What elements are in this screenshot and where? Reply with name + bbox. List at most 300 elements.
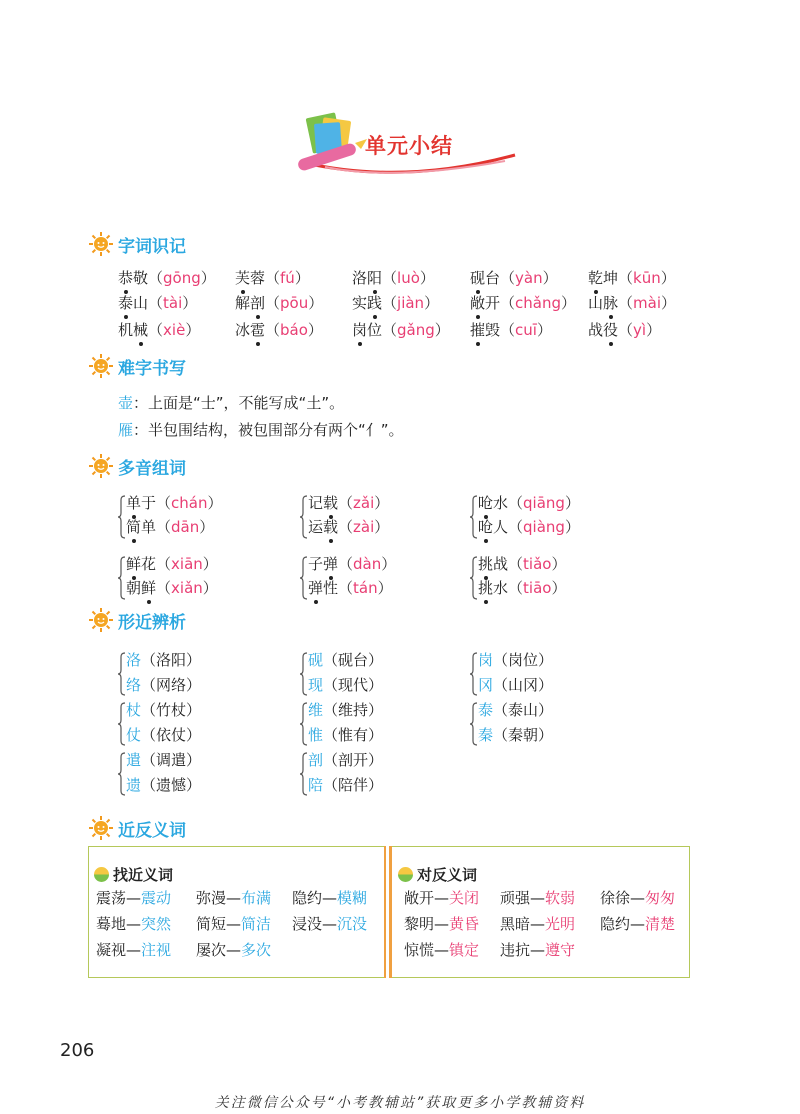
word-entry xyxy=(470,320,552,340)
paren-close: ） xyxy=(660,269,676,287)
word-text: 乾坤 xyxy=(588,269,619,287)
paren-open: （ xyxy=(338,494,354,512)
word-entry xyxy=(308,578,393,598)
example-word: 泰山 xyxy=(508,701,539,719)
paren-open: （ xyxy=(323,776,339,794)
pair-answer: 软弱 xyxy=(545,889,576,907)
pinyin: xiè xyxy=(163,321,186,339)
pair-answer: 关闭 xyxy=(449,889,480,907)
paren-open: （ xyxy=(265,321,281,339)
paren-open: （ xyxy=(493,651,509,669)
similar-char-entry xyxy=(126,650,201,670)
pair-dash: — xyxy=(322,889,338,907)
paren-close: ） xyxy=(661,294,677,312)
box-divider-gap xyxy=(386,846,389,978)
pair-word: 敞开 xyxy=(404,889,435,907)
char: 陪 xyxy=(308,776,324,794)
similar-char-entry xyxy=(126,725,201,745)
pinyin: mài xyxy=(633,294,662,312)
pinyin: tiǎo xyxy=(523,555,552,573)
word-entry xyxy=(118,320,200,340)
paren-open: （ xyxy=(618,321,634,339)
paren-close: ） xyxy=(294,269,310,287)
similar-char-entry xyxy=(478,725,553,745)
pinyin: jiàn xyxy=(397,294,425,312)
paren-open: （ xyxy=(265,294,281,312)
pair-dash: — xyxy=(126,915,142,933)
pair-dash: — xyxy=(434,915,450,933)
emphasis-dot xyxy=(256,342,260,346)
synonyms-header: 找近义词 xyxy=(94,864,173,885)
example-word: 现代 xyxy=(338,676,369,694)
pair-answer: 镇定 xyxy=(449,941,480,959)
footer-note: 关注微信公众号“小考教辅站”获取更多小学教辅资料 xyxy=(214,1095,586,1111)
paren-close: ） xyxy=(564,518,580,536)
section-title: 难字书写 xyxy=(118,358,186,379)
pair-dash: — xyxy=(434,941,450,959)
paren-close: ） xyxy=(536,321,552,339)
pinyin: yì xyxy=(633,321,647,339)
paren-open: （ xyxy=(156,518,172,536)
word-text: 战役 xyxy=(588,321,619,339)
word-pair xyxy=(292,888,367,908)
paren-close: ） xyxy=(202,555,218,573)
pinyin: xiǎn xyxy=(171,579,203,597)
example-word: 惟有 xyxy=(338,726,369,744)
paren-open: （ xyxy=(156,494,172,512)
paren-open: （ xyxy=(156,555,172,573)
word-entry xyxy=(126,554,218,574)
word-entry xyxy=(478,517,580,537)
paren-open: （ xyxy=(508,494,524,512)
example-word: 山冈 xyxy=(508,676,539,694)
char: 杖 xyxy=(126,701,142,719)
pinyin: tài xyxy=(163,294,183,312)
char: 岗 xyxy=(478,651,494,669)
similar-char-entry xyxy=(308,725,383,745)
word-entry xyxy=(478,493,580,513)
paren-close: ） xyxy=(200,269,216,287)
char: 剖 xyxy=(308,751,324,769)
emphasis-dot xyxy=(124,315,128,319)
word-pair xyxy=(500,914,575,934)
paren-close: ） xyxy=(551,579,567,597)
pair-dash: — xyxy=(322,915,338,933)
paren-close: ） xyxy=(434,321,450,339)
pair-dash: — xyxy=(226,915,242,933)
word-text: 山脉 xyxy=(588,294,619,312)
paren-close: ） xyxy=(538,726,554,744)
paren-close: ） xyxy=(368,676,384,694)
paren-open: （ xyxy=(323,701,339,719)
pair-word: 黎明 xyxy=(404,915,435,933)
section-header-similar-chars xyxy=(88,606,186,634)
word-text: 实践 xyxy=(352,294,383,312)
paren-open: （ xyxy=(382,321,398,339)
paren-open: （ xyxy=(493,726,509,744)
paren-open: （ xyxy=(156,579,172,597)
pinyin: pōu xyxy=(280,294,309,312)
pair-word: 黑暗 xyxy=(500,915,531,933)
example-word: 依仗 xyxy=(156,726,187,744)
emphasis-dot xyxy=(484,600,488,604)
word-pair xyxy=(404,914,479,934)
emphasis-dot xyxy=(147,600,151,604)
pinyin: qiāng xyxy=(523,494,565,512)
sun-icon xyxy=(88,453,114,479)
pinyin: kūn xyxy=(633,269,661,287)
paren-close: ） xyxy=(368,651,384,669)
pair-word: 惊慌 xyxy=(404,941,435,959)
pair-answer: 黄昏 xyxy=(449,915,480,933)
pinyin: gǎng xyxy=(397,321,435,339)
char: 秦 xyxy=(478,726,494,744)
paren-open: （ xyxy=(500,321,516,339)
pair-word: 违抗 xyxy=(500,941,531,959)
word-pair xyxy=(96,888,171,908)
char: 洛 xyxy=(126,651,142,669)
pinyin: luò xyxy=(397,269,420,287)
word-pair xyxy=(292,914,367,934)
paren-open: （ xyxy=(618,269,634,287)
paren-open: （ xyxy=(141,676,157,694)
word-entry xyxy=(478,554,566,574)
pair-dash: — xyxy=(226,889,242,907)
paren-open: （ xyxy=(618,294,634,312)
pinyin: tiāo xyxy=(523,579,552,597)
bullet-icon xyxy=(398,867,413,882)
word-entry xyxy=(470,293,576,313)
paren-close: ） xyxy=(185,321,201,339)
word-text: 子弹 xyxy=(308,555,339,573)
similar-char-entry xyxy=(126,675,201,695)
sun-icon xyxy=(88,231,114,257)
pair-dash: — xyxy=(226,941,242,959)
paren-close: ） xyxy=(307,321,323,339)
emphasis-dot xyxy=(476,315,480,319)
pair-answer: 清楚 xyxy=(645,915,676,933)
brace-icon xyxy=(118,702,126,746)
pair-dash: — xyxy=(530,941,546,959)
word-text: 恭敬 xyxy=(118,269,149,287)
paren-open: （ xyxy=(141,776,157,794)
paren-close: ） xyxy=(199,518,215,536)
example-word: 遗憾 xyxy=(156,776,187,794)
pinyin: qiàng xyxy=(523,518,565,536)
paren-open: （ xyxy=(141,726,157,744)
brace-icon xyxy=(300,752,308,796)
paren-close: ） xyxy=(419,269,435,287)
word-text: 弹性 xyxy=(308,579,339,597)
paren-close: ） xyxy=(377,579,393,597)
word-text: 记载 xyxy=(308,494,339,512)
paren-open: （ xyxy=(141,651,157,669)
pinyin: xiān xyxy=(171,555,203,573)
paren-close: ） xyxy=(564,494,580,512)
paren-close: ） xyxy=(646,321,662,339)
paren-close: ） xyxy=(538,651,554,669)
word-pair xyxy=(196,940,271,960)
brace-icon xyxy=(118,556,126,600)
word-entry xyxy=(235,320,323,340)
brace-icon xyxy=(300,702,308,746)
paren-open: （ xyxy=(148,321,164,339)
similar-char-entry xyxy=(308,675,383,695)
paren-close: ） xyxy=(538,676,554,694)
pair-dash: — xyxy=(126,941,142,959)
pair-word: 隐约 xyxy=(292,889,323,907)
char: 络 xyxy=(126,676,142,694)
word-pair xyxy=(600,888,675,908)
word-entry xyxy=(308,554,396,574)
word-text: 芙蓉 xyxy=(235,269,266,287)
word-text: 泰山 xyxy=(118,294,149,312)
char: 遗 xyxy=(126,776,142,794)
word-text: 朝鲜 xyxy=(126,579,157,597)
similar-char-entry xyxy=(478,700,553,720)
word-entry xyxy=(126,578,218,598)
char: 仗 xyxy=(126,726,142,744)
brace-icon xyxy=(118,495,126,539)
paren-open: （ xyxy=(493,701,509,719)
paren-close: ） xyxy=(374,518,390,536)
word-entry xyxy=(235,293,323,313)
paren-open: （ xyxy=(141,751,157,769)
pair-answer: 震动 xyxy=(141,889,172,907)
word-text: 解剖 xyxy=(235,294,266,312)
char: 现 xyxy=(308,676,324,694)
pair-answer: 匆匆 xyxy=(645,889,676,907)
pair-dash: — xyxy=(630,915,646,933)
word-text: 敞开 xyxy=(470,294,501,312)
word-text: 挑水 xyxy=(478,579,509,597)
brace-icon xyxy=(470,652,478,696)
word-text: 呛人 xyxy=(478,518,509,536)
word-entry xyxy=(126,517,214,537)
similar-char-entry xyxy=(308,700,383,720)
paren-close: ） xyxy=(561,294,577,312)
paren-open: （ xyxy=(508,555,524,573)
page-title: 单元小结 xyxy=(365,134,453,158)
similar-char-entry xyxy=(478,675,553,695)
paren-open: （ xyxy=(141,701,157,719)
char: 遣 xyxy=(126,751,142,769)
paren-open: （ xyxy=(493,676,509,694)
paren-open: （ xyxy=(323,651,339,669)
pinyin: gōng xyxy=(163,269,201,287)
emphasis-dot xyxy=(373,315,377,319)
pair-dash: — xyxy=(530,889,546,907)
word-text: 简单 xyxy=(126,518,157,536)
pinyin: tán xyxy=(353,579,378,597)
section-title: 近反义词 xyxy=(118,820,186,841)
similar-char-entry xyxy=(126,750,201,770)
paren-close: ） xyxy=(374,494,390,512)
pair-word: 屡次 xyxy=(196,941,227,959)
pair-answer: 注视 xyxy=(141,941,172,959)
emphasis-dot xyxy=(256,315,260,319)
word-text: 机械 xyxy=(118,321,149,339)
brace-icon xyxy=(300,556,308,600)
bullet-icon xyxy=(94,867,109,882)
word-pair xyxy=(196,888,271,908)
antonyms-header: 对反义词 xyxy=(398,864,477,885)
paren-close: ） xyxy=(538,701,554,719)
note-line: 雁：半包围结构，被包围部分有两个“亻”。 xyxy=(118,421,404,439)
word-entry xyxy=(352,293,439,313)
paren-open: （ xyxy=(323,676,339,694)
paren-close: ） xyxy=(308,294,324,312)
char: 泰 xyxy=(478,701,494,719)
word-pair xyxy=(96,940,171,960)
paren-close: ） xyxy=(186,701,202,719)
pair-answer: 光明 xyxy=(545,915,576,933)
similar-char-entry xyxy=(308,750,383,770)
example-word: 岗位 xyxy=(508,651,539,669)
brace-icon xyxy=(470,495,478,539)
sun-icon xyxy=(88,353,114,379)
word-text: 冰雹 xyxy=(235,321,266,339)
word-entry xyxy=(118,268,216,288)
word-text: 单于 xyxy=(126,494,157,512)
word-pair xyxy=(404,888,479,908)
paren-open: （ xyxy=(382,269,398,287)
paren-close: ） xyxy=(368,701,384,719)
similar-char-entry xyxy=(308,650,383,670)
example-word: 调遣 xyxy=(156,751,187,769)
pair-answer: 沉没 xyxy=(337,915,368,933)
pair-word: 徐徐 xyxy=(600,889,631,907)
paren-close: ） xyxy=(381,555,397,573)
sun-icon xyxy=(88,607,114,633)
word-pair xyxy=(196,914,271,934)
word-text: 摧毁 xyxy=(470,321,501,339)
emphasis-dot xyxy=(139,342,143,346)
pair-answer: 布满 xyxy=(241,889,272,907)
paren-close: ） xyxy=(368,726,384,744)
sun-icon xyxy=(88,815,114,841)
paren-close: ） xyxy=(368,751,384,769)
paren-close: ） xyxy=(186,776,202,794)
pair-word: 简短 xyxy=(196,915,227,933)
emphasis-dot xyxy=(476,342,480,346)
emphasis-dot xyxy=(132,539,136,543)
paren-close: ） xyxy=(551,555,567,573)
similar-char-entry xyxy=(308,775,383,795)
word-entry xyxy=(352,268,435,288)
pair-answer: 突然 xyxy=(141,915,172,933)
pinyin: dān xyxy=(171,518,200,536)
similar-char-entry xyxy=(126,775,201,795)
word-entry xyxy=(478,578,566,598)
paren-open: （ xyxy=(500,269,516,287)
example-word: 洛阳 xyxy=(156,651,187,669)
char: 惟 xyxy=(308,726,324,744)
paren-open: （ xyxy=(338,555,354,573)
paren-close: ） xyxy=(186,726,202,744)
section-title: 字词识记 xyxy=(118,236,186,257)
pair-word: 浸没 xyxy=(292,915,323,933)
emphasis-dot xyxy=(358,342,362,346)
brace-icon xyxy=(118,652,126,696)
page-number: 206 xyxy=(60,1040,95,1061)
paren-open: （ xyxy=(323,726,339,744)
brace-icon xyxy=(300,495,308,539)
pair-word: 顽强 xyxy=(500,889,531,907)
paren-open: （ xyxy=(148,269,164,287)
word-entry xyxy=(126,493,223,513)
emphasis-dot xyxy=(609,315,613,319)
pair-word: 凝视 xyxy=(96,941,127,959)
brace-icon xyxy=(470,702,478,746)
section-title: 形近辨析 xyxy=(118,612,186,633)
example-word: 剖开 xyxy=(338,751,369,769)
pair-answer: 模糊 xyxy=(337,889,368,907)
word-entry xyxy=(308,493,389,513)
word-pair xyxy=(500,940,575,960)
pair-word: 弥漫 xyxy=(196,889,227,907)
brace-icon xyxy=(300,652,308,696)
note-line: 壶：上面是“士”，不能写成“土”。 xyxy=(118,394,345,412)
word-entry xyxy=(308,517,389,537)
pair-dash: — xyxy=(630,889,646,907)
pair-answer: 简洁 xyxy=(241,915,272,933)
char: 维 xyxy=(308,701,324,719)
word-entry xyxy=(588,293,676,313)
paren-open: （ xyxy=(500,294,516,312)
pair-dash: — xyxy=(530,915,546,933)
pinyin: zài xyxy=(353,518,375,536)
paren-close: ） xyxy=(186,651,202,669)
pinyin: zǎi xyxy=(353,494,375,512)
pinyin: fú xyxy=(280,269,295,287)
similar-char-entry xyxy=(126,700,201,720)
word-pair xyxy=(600,914,675,934)
similar-char-entry xyxy=(478,650,553,670)
word-entry xyxy=(470,268,558,288)
word-text: 呛水 xyxy=(478,494,509,512)
word-pair xyxy=(404,940,479,960)
char: 砚 xyxy=(308,651,324,669)
paren-open: （ xyxy=(265,269,281,287)
pair-word: 隐约 xyxy=(600,915,631,933)
pair-answer: 多次 xyxy=(241,941,272,959)
emphasis-dot xyxy=(314,600,318,604)
word-text: 洛阳 xyxy=(352,269,383,287)
emphasis-dot xyxy=(609,342,613,346)
paren-open: （ xyxy=(338,579,354,597)
pair-word: 蓦地 xyxy=(96,915,127,933)
pinyin: chán xyxy=(171,494,208,512)
emphasis-dot xyxy=(329,539,333,543)
section-title: 多音组词 xyxy=(118,458,186,479)
emphasis-dot xyxy=(484,539,488,543)
word-pair xyxy=(96,914,171,934)
paren-open: （ xyxy=(508,579,524,597)
paren-close: ） xyxy=(186,751,202,769)
example-word: 维持 xyxy=(338,701,369,719)
word-text: 鲜花 xyxy=(126,555,157,573)
pinyin: dàn xyxy=(353,555,382,573)
example-word: 竹杖 xyxy=(156,701,187,719)
word-entry xyxy=(235,268,310,288)
example-word: 网络 xyxy=(156,676,187,694)
word-pair xyxy=(500,888,575,908)
brace-icon xyxy=(470,556,478,600)
word-text: 岗位 xyxy=(352,321,383,339)
pinyin: cuī xyxy=(515,321,537,339)
pinyin: chǎng xyxy=(515,294,562,312)
